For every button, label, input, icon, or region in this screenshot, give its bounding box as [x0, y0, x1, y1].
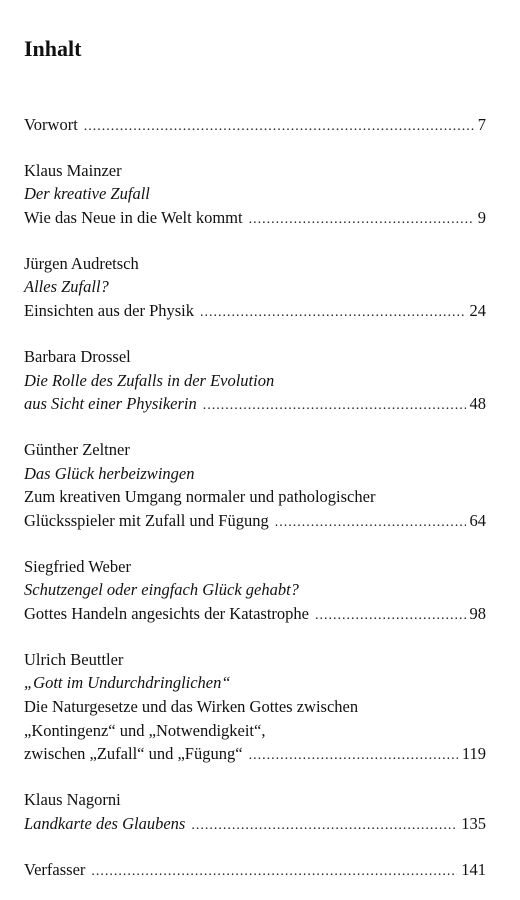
toc-entry [24, 345, 486, 416]
toc-entry [24, 858, 486, 882]
toc-dotted-line [24, 742, 486, 766]
entry-subtitle: Landkarte des Glaubens [24, 813, 186, 833]
toc-dotted-line [24, 392, 486, 416]
toc-entry [24, 252, 486, 323]
page-number: 64 [469, 510, 486, 530]
entry-title: Die Rolle des Zufalls in der Evolution [24, 370, 275, 390]
entry-subtitle: Glücksspieler mit Zufall und Fügung [24, 510, 269, 530]
page-number: 141 [461, 859, 486, 879]
entry-subtitle: Wie das Neue in die Welt kommt [24, 208, 243, 228]
entry-line: Die Naturgesetze und das Wirken Gottes zwischen [24, 697, 359, 717]
entry-line: Siegfried Weber [24, 556, 131, 576]
entry-line: „Kontingenz“ und „Notwendigkeit“, [24, 720, 266, 740]
toc-dotted-line [24, 812, 486, 836]
entry-title: Das Glück herbeizwingen [24, 463, 195, 483]
leader-dots [203, 394, 466, 418]
entry-line: Zum kreativen Umgang normaler und pathologischer [24, 487, 376, 507]
entry-line: Jürgen Audretsch [24, 253, 139, 273]
entry-subtitle: Verfasser [24, 859, 86, 879]
entry-subtitle: Einsichten aus der Physik [24, 301, 195, 321]
page-number: 24 [469, 301, 486, 321]
page-number: 7 [477, 115, 486, 134]
toc-dotted-line [24, 858, 486, 882]
page-number: 119 [461, 744, 486, 764]
toc-entry [24, 648, 486, 766]
toc-dotted-line [24, 602, 486, 626]
toc-dotted-line [24, 206, 486, 230]
leader-dots [84, 115, 474, 139]
toc-entry [24, 788, 486, 835]
leader-dots [275, 511, 466, 535]
leader-dots [200, 301, 465, 325]
entry-subtitle: Vorwort [24, 115, 78, 134]
entry-title: Schutzengel oder eingfach Glück gehabt? [24, 580, 299, 600]
toc-dotted-line [24, 299, 486, 323]
toc-dotted-line [24, 113, 486, 137]
leader-dots [249, 744, 458, 768]
leader-dots [315, 604, 466, 628]
toc-entry [24, 159, 486, 230]
leader-dots [91, 860, 457, 884]
entry-subtitle: zwischen „Zufall“ und „Fügung“ [24, 744, 243, 764]
leader-dots [249, 208, 474, 232]
entry-line: Barbara Drossel [24, 346, 131, 366]
entry-line: Klaus Nagorni [24, 790, 121, 810]
entry-title: „Gott im Undurchdringlichen“ [24, 673, 231, 693]
entry-title: Der kreative Zufall [24, 184, 150, 204]
page-number: 9 [477, 208, 486, 228]
page-number: 135 [461, 813, 486, 833]
entry-line: Klaus Mainzer [24, 160, 122, 180]
toc-list [24, 113, 486, 881]
page-number: 48 [469, 394, 486, 414]
page-number: 98 [469, 604, 486, 623]
toc-entry [24, 555, 486, 626]
toc-entry [24, 438, 486, 533]
toc-dotted-line [24, 509, 486, 533]
entry-line: Günther Zeltner [24, 439, 130, 459]
leader-dots [191, 814, 457, 838]
entry-subtitle: Gottes Handeln angesichts der Katastrophe [24, 604, 309, 623]
entry-line: Ulrich Beuttler [24, 649, 124, 669]
entry-subtitle: aus Sicht einer Physikerin [24, 394, 197, 414]
entry-title: Alles Zufall? [24, 277, 109, 297]
toc-entry [24, 113, 486, 137]
page-title: Inhalt [24, 36, 82, 61]
